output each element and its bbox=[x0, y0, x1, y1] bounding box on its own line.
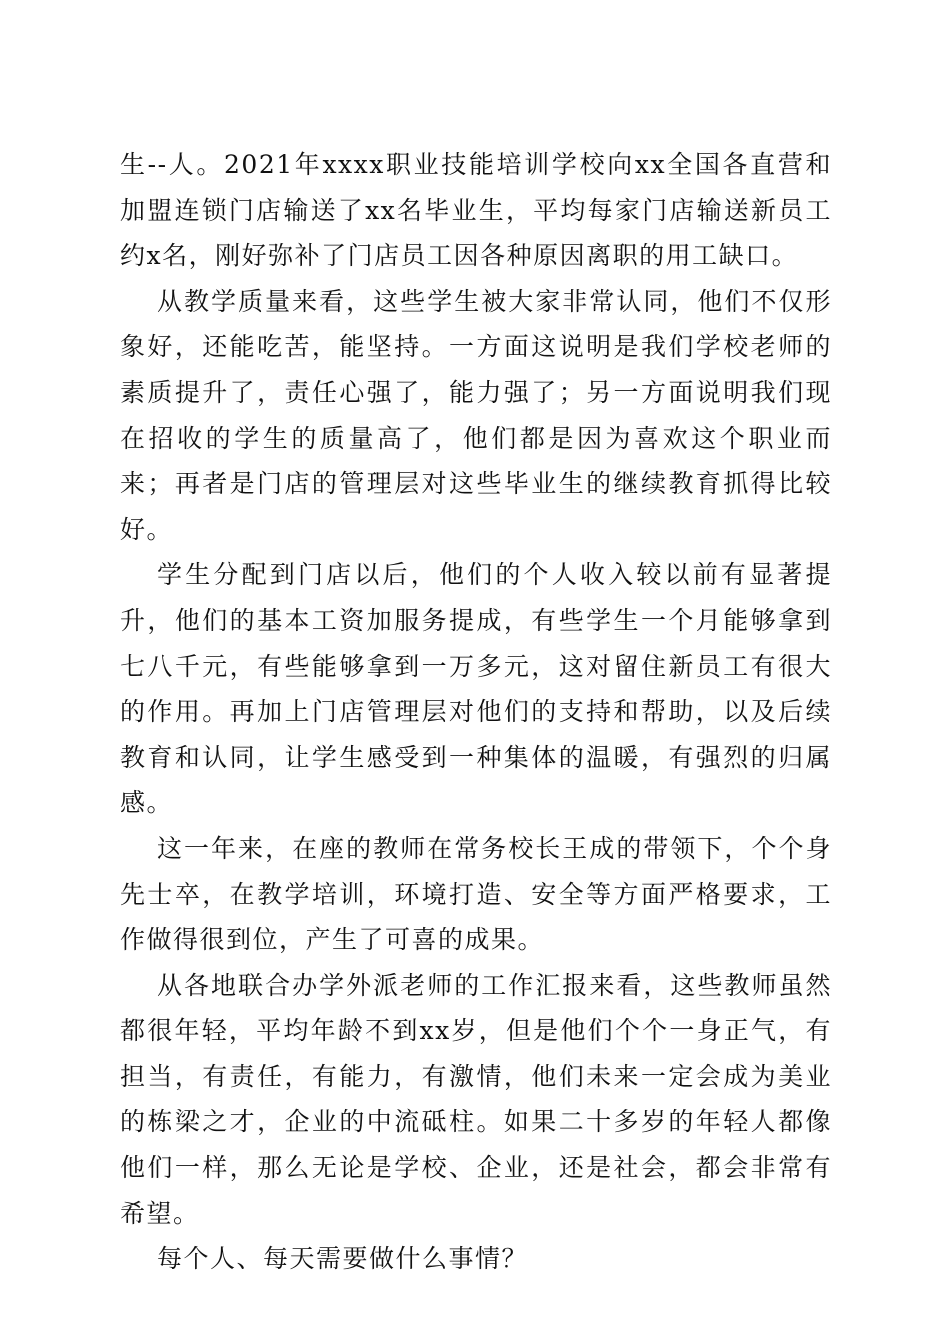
paragraph-continuation: 生--人。2021年xxxx职业技能培训学校向xx全国各直营和加盟连锁门店输送了xx名毕业生，平均每家门店输送新员工约x名，刚好弥补了门店员工因各种原因离职的用工缺口。 bbox=[120, 150, 832, 271]
paragraph-teaching-quality: 从教学质量来看，这些学生被大家非常认同，他们不仅形象好，还能吃苦，能坚持。一方面这说明是我们学校老师的素质提升了，责任心强了，能力强了；另一方面说明我们现在招收的学生的质量高了，他们都是因为喜欢这个职业而来；再者是门店的管理层对这些毕业生的继续教育抓得比较好。 bbox=[120, 286, 832, 544]
paragraph-question: 每个人、每天需要做什么事情？ bbox=[157, 1244, 529, 1274]
document-body bbox=[120, 142, 832, 1282]
paragraph-teachers-year: 这一年来，在座的教师在常务校长王成的带领下，个个身先士卒，在教学培训，环境打造、安全等方面严格要求，工作做得很到位，产生了可喜的成果。 bbox=[120, 833, 832, 955]
paragraph-dispatched-teachers: 从各地联合办学外派老师的工作汇报来看，这些教师虽然都很年轻，平均年龄不到xx岁，但是他们个个一身正气，有担当，有责任，有能力，有激情，他们未来一定会成为美业的栋梁之才，企业的中流砥柱。如果二十多岁的年轻人都像他们一样，那么无论是学校、企业，还是社会，都会非常有希望。 bbox=[120, 970, 832, 1228]
paragraph-student-income: 学生分配到门店以后，他们的个人收入较以前有显著提升，他们的基本工资加服务提成，有些学生一个月能够拿到七八千元，有些能够拿到一万多元，这对留住新员工有很大的作用。再加上门店管理层对他们的支持和帮助，以及后续教育和认同，让学生感受到一种集体的温暖，有强烈的归属感。 bbox=[120, 560, 832, 818]
